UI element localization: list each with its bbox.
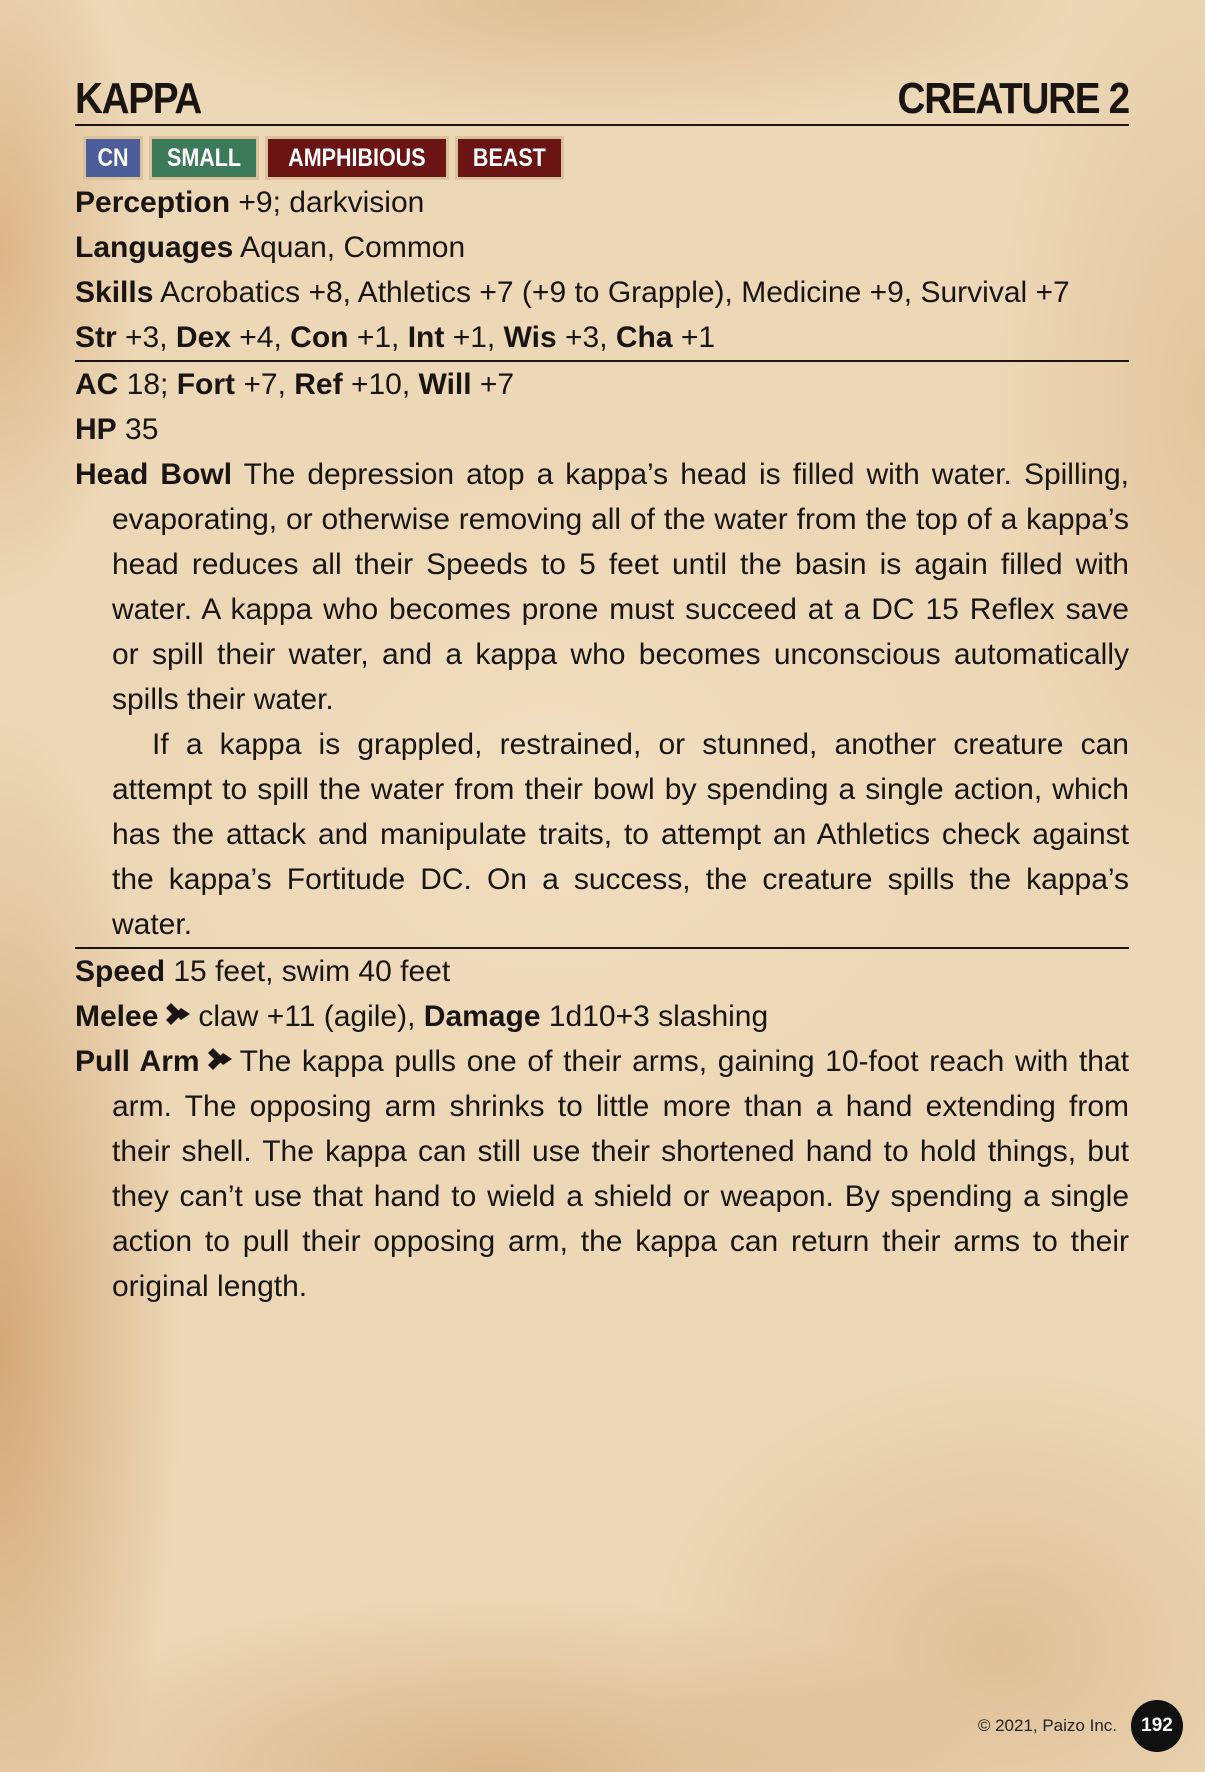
perception-line: Perception +9; darkvision bbox=[75, 186, 425, 219]
languages-line: Languages Aquan, Common bbox=[75, 231, 466, 264]
page-footer bbox=[978, 1700, 1183, 1752]
single-action-icon bbox=[162, 999, 192, 1029]
pull-arm-ability: Pull Arm The kappa pulls one of their arms, gaining 10-foot reach with that arm. The opposing arm shrinks to little more than a hand extending from their shell. The kappa can still use their shortened hand to hold things, but they can’t use that hand to wield a shield or weapon. By spending a single action to pull their opposing arm, the kappa can return their arms to their original length. bbox=[75, 1045, 1129, 1303]
ability-modifiers-line: Str +3, Dex +4, Con +1, Int +1, Wis +3, Cha +1 bbox=[75, 321, 716, 354]
trait-badge: BEAST bbox=[455, 136, 564, 180]
trait-badge: AMPHIBIOUS bbox=[265, 136, 449, 180]
defenses-line: AC 18; Fort +7, Ref +10, Will +7 bbox=[75, 368, 515, 401]
hp-line: HP 35 bbox=[75, 413, 159, 446]
creature-level: CREATURE 2 bbox=[897, 74, 1129, 123]
head-bowl-ability: Head Bowl The depression atop a kappa’s head is filled with water. Spilling, evaporating, or otherwise removing all of the water from the top of a kappa’s head reduces all their Speeds to 5 feet until the basin is again filled with water. A kappa who becomes prone must succeed at a DC 15 Reflex save or spill their water, and a kappa who becomes unconscious automatically spills their water. bbox=[75, 458, 1129, 716]
trait-badge: SMALL bbox=[149, 136, 259, 180]
trait-badge: CN bbox=[83, 136, 143, 180]
page-number-badge: 192 bbox=[1131, 1700, 1183, 1752]
creature-name: KAPPA bbox=[75, 74, 202, 123]
copyright-notice: © 2021, Paizo Inc. bbox=[977, 1716, 1117, 1735]
stat-block bbox=[75, 68, 1129, 1309]
single-action-icon bbox=[204, 1044, 234, 1074]
skills-line: Skills Acrobatics +8, Athletics +7 (+9 to Grapple), Medicine +9, Survival +7 bbox=[75, 276, 1070, 309]
head-bowl-ability-continued: If a kappa is grappled, restrained, or stunned, another creature can attempt to spill the water from their bowl by spending a single action, which has the attack and manipulate traits, to attempt an Athletics check against the kappa’s Fortitude DC. On a success, the creature spills the kappa’s water. bbox=[112, 728, 1129, 941]
trait-list bbox=[83, 136, 1129, 180]
speed-line: Speed 15 feet, swim 40 feet bbox=[75, 955, 451, 988]
melee-strike: Melee claw +11 (agile), Damage 1d10+3 slashing bbox=[75, 1000, 769, 1033]
stat-block-header bbox=[75, 68, 1129, 126]
